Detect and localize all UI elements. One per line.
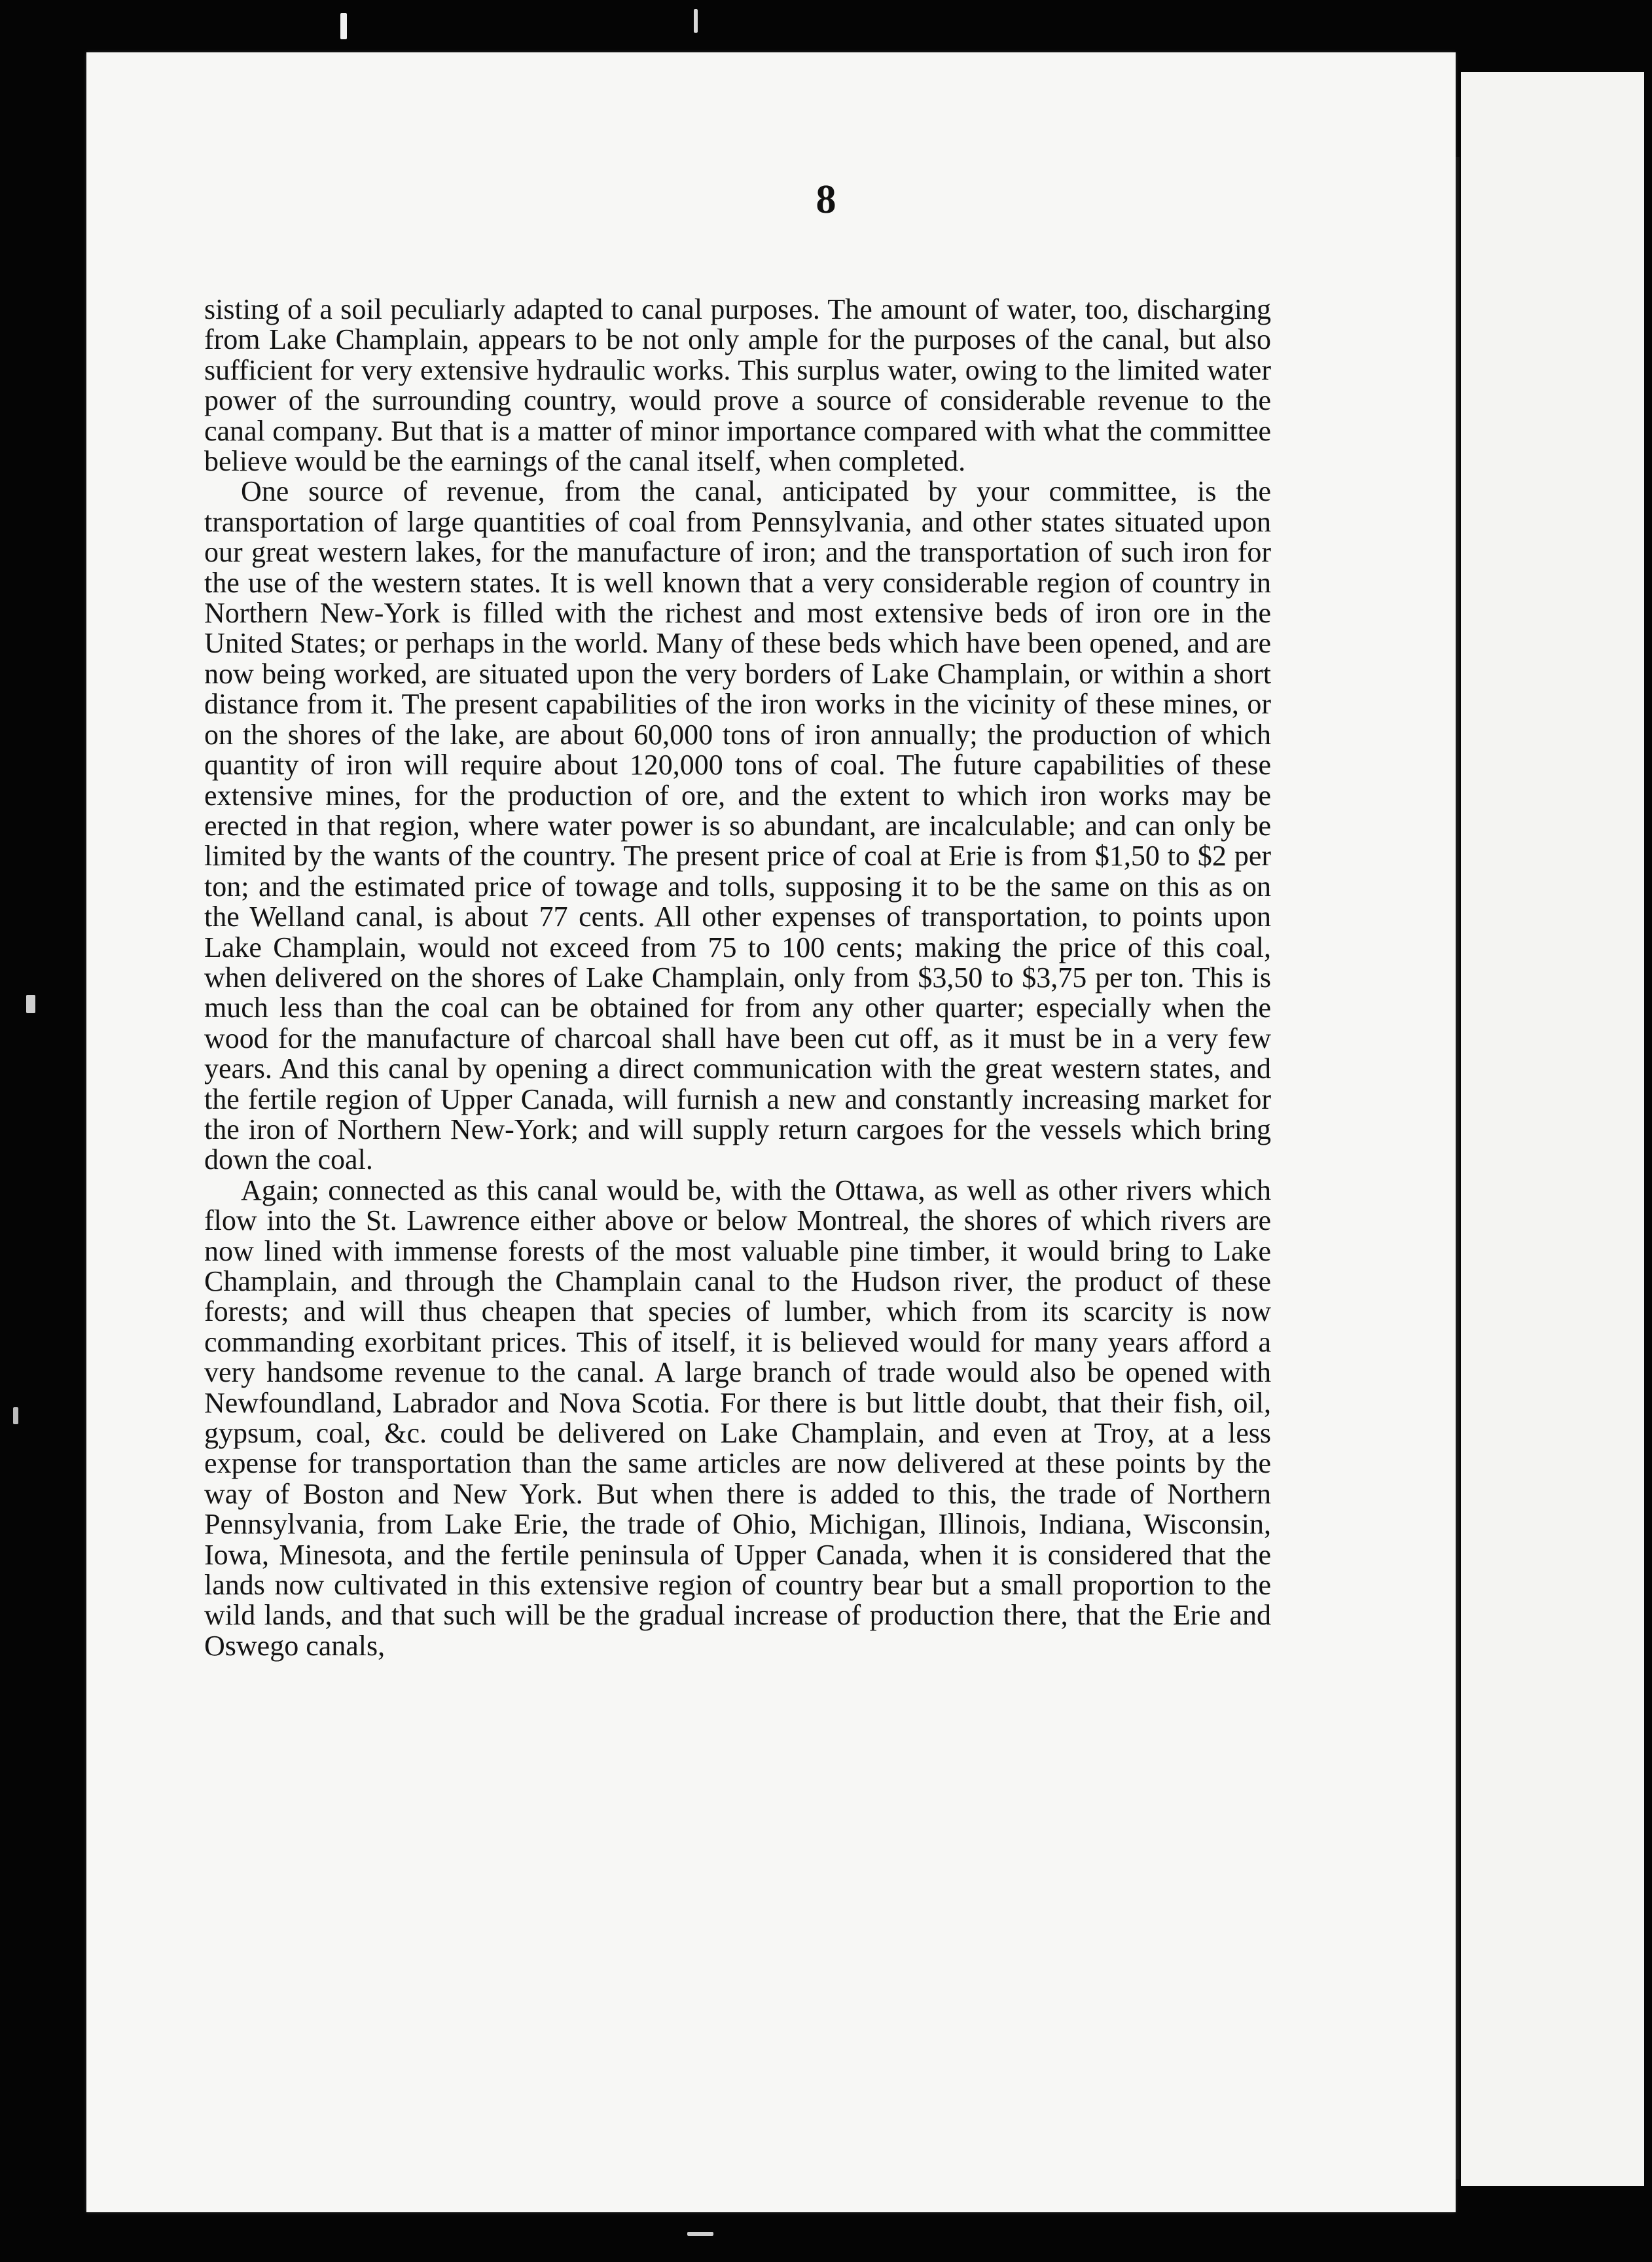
scan-speck <box>13 1407 18 1424</box>
scan-speck <box>694 9 698 33</box>
scan-speck <box>26 995 35 1013</box>
paragraph-2: One source of revenue, from the canal, anticipated by your committee, is the transportation of large quantities of coal from Pennsylvania, and other states situated upon our great western lakes, for the manufacture of iron; and the transportation of such iron for the use of the western states. It is well known that a very considerable region of country in Northern New-York is filled with the richest and most extensive beds of iron ore in the United States; or perhaps in the world. Many of these beds which have been opened, and are now being worked, are situated upon the very borders of Lake Champlain, or within a short distance from it. The present capabilities of the iron works in the vicinity of these mines, or on the shores of the lake, are about 60,000 tons of iron annually; the production of which quantity of iron will require about 120,000 tons of coal. The future capabilities of these extensive mines, for the production of ore, and the extent to which iron works may be erected in that region, where water power is so abundant, are incalculable; and can only be limited by the wants of the country. The present price of coal at Erie is from $1,50 to $2 per ton; and the estimated price of towage and tolls, supposing it to be the same on this as on the Welland canal, is about 77 cents. All other expenses of transportation, to points upon Lake Champlain, would not exceed from 75 to 100 cents; making the price of this coal, when delivered on the shores of Lake Champlain, only from $3,50 to $3,75 per ton. This is much less than the coal can be obtained for from any other quarter; especially when the wood for the manufacture of charcoal shall have been cut off, as it must be in a very few years. And this canal by opening a direct communication with the great western states, and the fertile region of Upper Canada, will furnish a new and constantly increasing market for the iron of Northern New-York; and will supply return cargoes for the vessels which bring down the coal. <box>204 475 1271 1176</box>
page-number: 8 <box>816 177 836 222</box>
scan-speck <box>340 13 347 39</box>
body-text <box>204 295 1271 1661</box>
paragraph-3: Again; connected as this canal would be, with the Ottawa, as well as other rivers which flow into the St. Lawrence either above or below Montreal, the shores of which rivers are now lined with immense forests of the most valuable pine timber, it would bring to Lake Champlain, and through the Champlain canal to the Hudson river, the product of these forests; and will thus cheapen that species of lumber, which from its scarcity is now commanding exorbitant prices. This of itself, it is believed would for many years afford a very handsome revenue to the canal. A large branch of trade would also be opened with Newfoundland, Labrador and Nova Scotia. For there is but little doubt, that their fish, oil, gypsum, coal, &c. could be delivered on Lake Champlain, and even at Troy, at a less expense for transportation than the same articles are now delivered at these points by the way of Boston and New York. But when there is added to this, the trade of Northern Pennsylvania, from Lake Erie, the trade of Ohio, Michigan, Illinois, Indiana, Wisconsin, Iowa, Minesota, and the fertile peninsula of Upper Canada, when it is considered that the lands now cultivated in this extensive region of country bear but a small proportion to the wild lands, and that such will be the gradual increase of production there, that the Erie and Oswego canals, <box>204 1174 1271 1662</box>
paragraph-1: sisting of a soil peculiarly adapted to canal purposes. The amount of water, too, discharging from Lake Champlain, appears to be not only ample for the purposes of the canal, but also sufficient for very extensive hydraulic works. This surplus water, owing to the limited water power of the surrounding country, would prove a source of considerable revenue to the canal company. But that is a matter of minor importance compared with what the committee believe would be the earnings of the canal itself, when completed. <box>204 293 1271 478</box>
scan-speck <box>687 2232 713 2236</box>
